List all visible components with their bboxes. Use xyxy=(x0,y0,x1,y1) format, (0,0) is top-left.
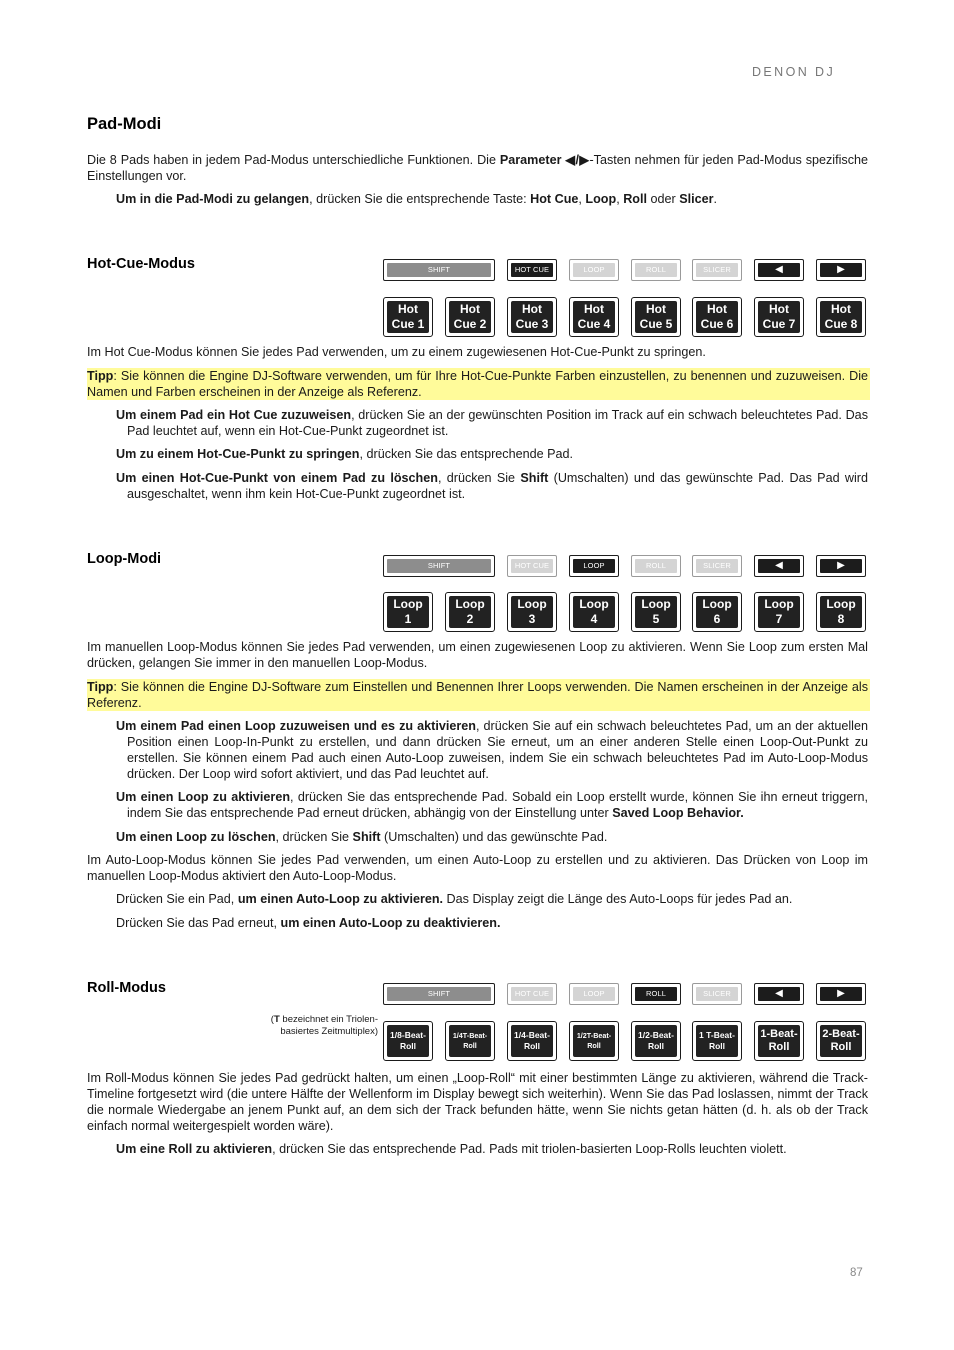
hot-cue-pad-5[interactable]: Hot Cue 5 xyxy=(631,297,681,337)
parameter-right-button[interactable] xyxy=(816,983,866,1005)
parameter-right-button[interactable] xyxy=(816,555,866,577)
hot-cue-pad-1[interactable]: Hot Cue 1 xyxy=(383,297,433,337)
shift-button[interactable]: SHIFT xyxy=(383,983,495,1005)
roll-pad-8[interactable]: 2-Beat- Roll xyxy=(816,1021,866,1061)
slicer-button[interactable]: SLICER xyxy=(692,983,742,1005)
roll-pad-1[interactable]: 1/8-Beat- Roll xyxy=(383,1021,433,1061)
loop-pad-7[interactable]: Loop 7 xyxy=(754,592,804,632)
roll-button[interactable]: ROLL xyxy=(631,555,681,577)
hot-cue-pad-6[interactable]: Hot Cue 6 xyxy=(692,297,742,337)
roll-pad-2[interactable]: 1/4T-Beat- Roll xyxy=(445,1021,495,1061)
hot-cue-pad-3[interactable]: Hot Cue 3 xyxy=(507,297,557,337)
loop-button[interactable]: LOOP xyxy=(569,555,619,577)
hot-cue-pad-8[interactable]: Hot Cue 8 xyxy=(816,297,866,337)
loop-button[interactable]: LOOP xyxy=(569,983,619,1005)
hot-cue-instruction-assign: Um einem Pad ein Hot Cue zuzuweisen, drücken Sie an der gewünschten Position im Track auf ein schwach beleuchtetes Pad. Das Pad leuchtet auf, wenn ein Hot-Cue-Punkt zugeordnet ist. xyxy=(116,408,868,438)
loop-button[interactable]: LOOP xyxy=(569,259,619,281)
hot-cue-button[interactable]: HOT CUE xyxy=(507,983,557,1005)
loop-pad-5[interactable]: Loop 5 xyxy=(631,592,681,632)
hot-cue-instruction-delete: Um einen Hot-Cue-Punkt von einem Pad zu löschen, drücken Sie Shift (Umschalten) und das gewünschte Pad. Das Pad wird ausgeschaltet, wenn ihm kein Hot-Cue-Punkt zugeordnet ist. xyxy=(116,471,868,501)
loop-pad-3[interactable]: Loop 3 xyxy=(507,592,557,632)
hot-cue-pad-4[interactable]: Hot Cue 4 xyxy=(569,297,619,337)
roll-heading: Roll-Modus xyxy=(87,980,166,996)
loop-heading: Loop-Modi xyxy=(87,551,162,567)
roll-instruction-activate: Um eine Roll zu aktivieren, drücken Sie das entsprechende Pad. Pads mit triolen-basierten Loop-Rolls leuchten violett. xyxy=(116,1142,787,1156)
intro-instruction: Um in die Pad-Modi zu gelangen, drücken Sie die entsprechende Taste: Hot Cue, Loop, Roll oder Slicer. xyxy=(116,192,718,206)
parameter-left-button[interactable] xyxy=(754,259,804,281)
slicer-button[interactable]: SLICER xyxy=(692,555,742,577)
parameter-left-button[interactable] xyxy=(754,983,804,1005)
parameter-right-button[interactable] xyxy=(816,259,866,281)
arrow-left-icon: ◀ xyxy=(758,559,800,573)
parameter-left-button[interactable] xyxy=(754,555,804,577)
loop-pad-8[interactable]: Loop 8 xyxy=(816,592,866,632)
arrow-left-icon: ◀ xyxy=(758,987,800,1001)
arrow-right-icon: ▶ xyxy=(820,559,862,573)
loop-paragraph-auto: Im Auto-Loop-Modus können Sie jedes Pad verwenden, um einen Auto-Loop zu erstellen und zu aktivieren. Das Drücken von Loop im manuellen Loop-Modus aktiviert den Auto-Loop-Modus. xyxy=(87,853,868,883)
arrow-right-icon: ▶ xyxy=(820,263,862,277)
loop-instruction-delete: Um einen Loop zu löschen, drücken Sie Shift (Umschalten) und das gewünschte Pad. xyxy=(116,830,608,844)
arrow-right-icon: ▶ xyxy=(820,987,862,1001)
auto-loop-activate: Drücken Sie ein Pad, um einen Auto-Loop zu aktivieren. Das Display zeigt die Länge des Auto-Loops für jedes Pad an. xyxy=(116,892,793,906)
loop-instruction-activate: Um einen Loop zu aktivieren, drücken Sie das entsprechende Pad. Sobald ein Loop erstellt wurde, können Sie ihn erneut triggern, indem Sie das entsprechende Pad erneut drücken, abhängig von der Einstellung unter Saved Loop Behavior. xyxy=(116,790,869,820)
loop-pad-2[interactable]: Loop 2 xyxy=(445,592,495,632)
roll-pad-7[interactable]: 1-Beat- Roll xyxy=(754,1021,804,1061)
page-number: 87 xyxy=(850,1267,863,1279)
hot-cue-instruction-jump: Um zu einem Hot-Cue-Punkt zu springen, drücken Sie das entsprechende Pad. xyxy=(116,447,574,461)
hot-cue-heading: Hot-Cue-Modus xyxy=(87,256,195,272)
hot-cue-pad-2[interactable]: Hot Cue 2 xyxy=(445,297,495,337)
roll-pad-6[interactable]: 1 T-Beat- Roll xyxy=(692,1021,742,1061)
page-title: Pad-Modi xyxy=(87,115,162,133)
shift-button[interactable]: SHIFT xyxy=(383,259,495,281)
shift-button[interactable]: SHIFT xyxy=(383,555,495,577)
hot-cue-button[interactable]: HOT CUE xyxy=(507,259,557,281)
roll-paragraph: Im Roll-Modus können Sie jedes Pad gedrückt halten, um einen „Loop-Roll“ mit einer bestimmten Länge zu aktivieren, während die Track-Timeline fortgesetzt wird (die untere Hälfte der Wellenform im Display bewegt sich weiterhin). Wenn Sie das Pad loslassen, nimmt der Track die normale Wiedergabe an jenem Punkt auf, an dem sich der Track befunden hätte, wenn Sie nichts getan hätten (d. h. als ob der Track einfach normal weitergespielt worden wäre). xyxy=(87,1071,868,1133)
triplet-note: (T bezeichnet ein Triolen- basiertes Zeitmultiplex) xyxy=(270,1014,378,1037)
hot-cue-paragraph: Im Hot Cue-Modus können Sie jedes Pad verwenden, um zu einem zugewiesenen Hot-Cue-Punkt zu springen. xyxy=(87,345,706,359)
hot-cue-pad-7[interactable]: Hot Cue 7 xyxy=(754,297,804,337)
auto-loop-deactivate: Drücken Sie das Pad erneut, um einen Auto-Loop zu deaktivieren. xyxy=(116,916,501,930)
loop-instruction-assign: Um einem Pad einen Loop zuzuweisen und es zu aktivieren, drücken Sie auf ein schwach beleuchtetes Pad, um an der aktuellen Position einen Loop-In-Punkt zu erstellen, und dann drücken Sie erneut, um an einer anderen Stelle einen Loop-Out-Punkt zu erstellen. Sie können einem Pad auch einen Auto-Loop zuweisen, indem Sie ein schwach beleuchtetes Pad im Auto-Loop-Modus drücken. Der Loop wird sofort aktiviert, und das Pad leuchtet auf. xyxy=(116,719,868,781)
roll-pad-3[interactable]: 1/4-Beat- Roll xyxy=(507,1021,557,1061)
loop-pad-4[interactable]: Loop 4 xyxy=(569,592,619,632)
loop-pad-1[interactable]: Loop 1 xyxy=(383,592,433,632)
roll-pad-5[interactable]: 1/2-Beat- Roll xyxy=(631,1021,681,1061)
intro-paragraph: Die 8 Pads haben in jedem Pad-Modus unterschiedliche Funktionen. Die Parameter ◀/▶-Tasten nehmen für jeden Pad-Modus spezifische Einstellungen vor. xyxy=(87,153,868,183)
hot-cue-tip: Tipp: Sie können die Engine DJ-Software verwenden, um für Ihre Hot-Cue-Punkte Farben einzustellen, zu benennen und zuzuweisen. Die Namen und Farben erscheinen in der Anzeige als Referenz. xyxy=(87,369,868,399)
arrow-left-icon: ◀ xyxy=(758,263,800,277)
slicer-button[interactable]: SLICER xyxy=(692,259,742,281)
loop-pad-6[interactable]: Loop 6 xyxy=(692,592,742,632)
brand-logo: DENON DJ xyxy=(752,65,836,79)
roll-button[interactable]: ROLL xyxy=(631,983,681,1005)
hot-cue-button[interactable]: HOT CUE xyxy=(507,555,557,577)
roll-pad-4[interactable]: 1/2T-Beat- Roll xyxy=(569,1021,619,1061)
roll-button[interactable]: ROLL xyxy=(631,259,681,281)
loop-tip: Tipp: Sie können die Engine DJ-Software zum Einstellen und Benennen Ihrer Loops verwenden. Die Namen erscheinen in der Anzeige als Referenz. xyxy=(87,680,868,710)
loop-paragraph-manual: Im manuellen Loop-Modus können Sie jedes Pad verwenden, um einen zugewiesenen Loop zu aktivieren. Wenn Sie Loop zum ersten Mal drücken, gelangen Sie immer in den manuellen Loop-Modus. xyxy=(87,640,868,670)
